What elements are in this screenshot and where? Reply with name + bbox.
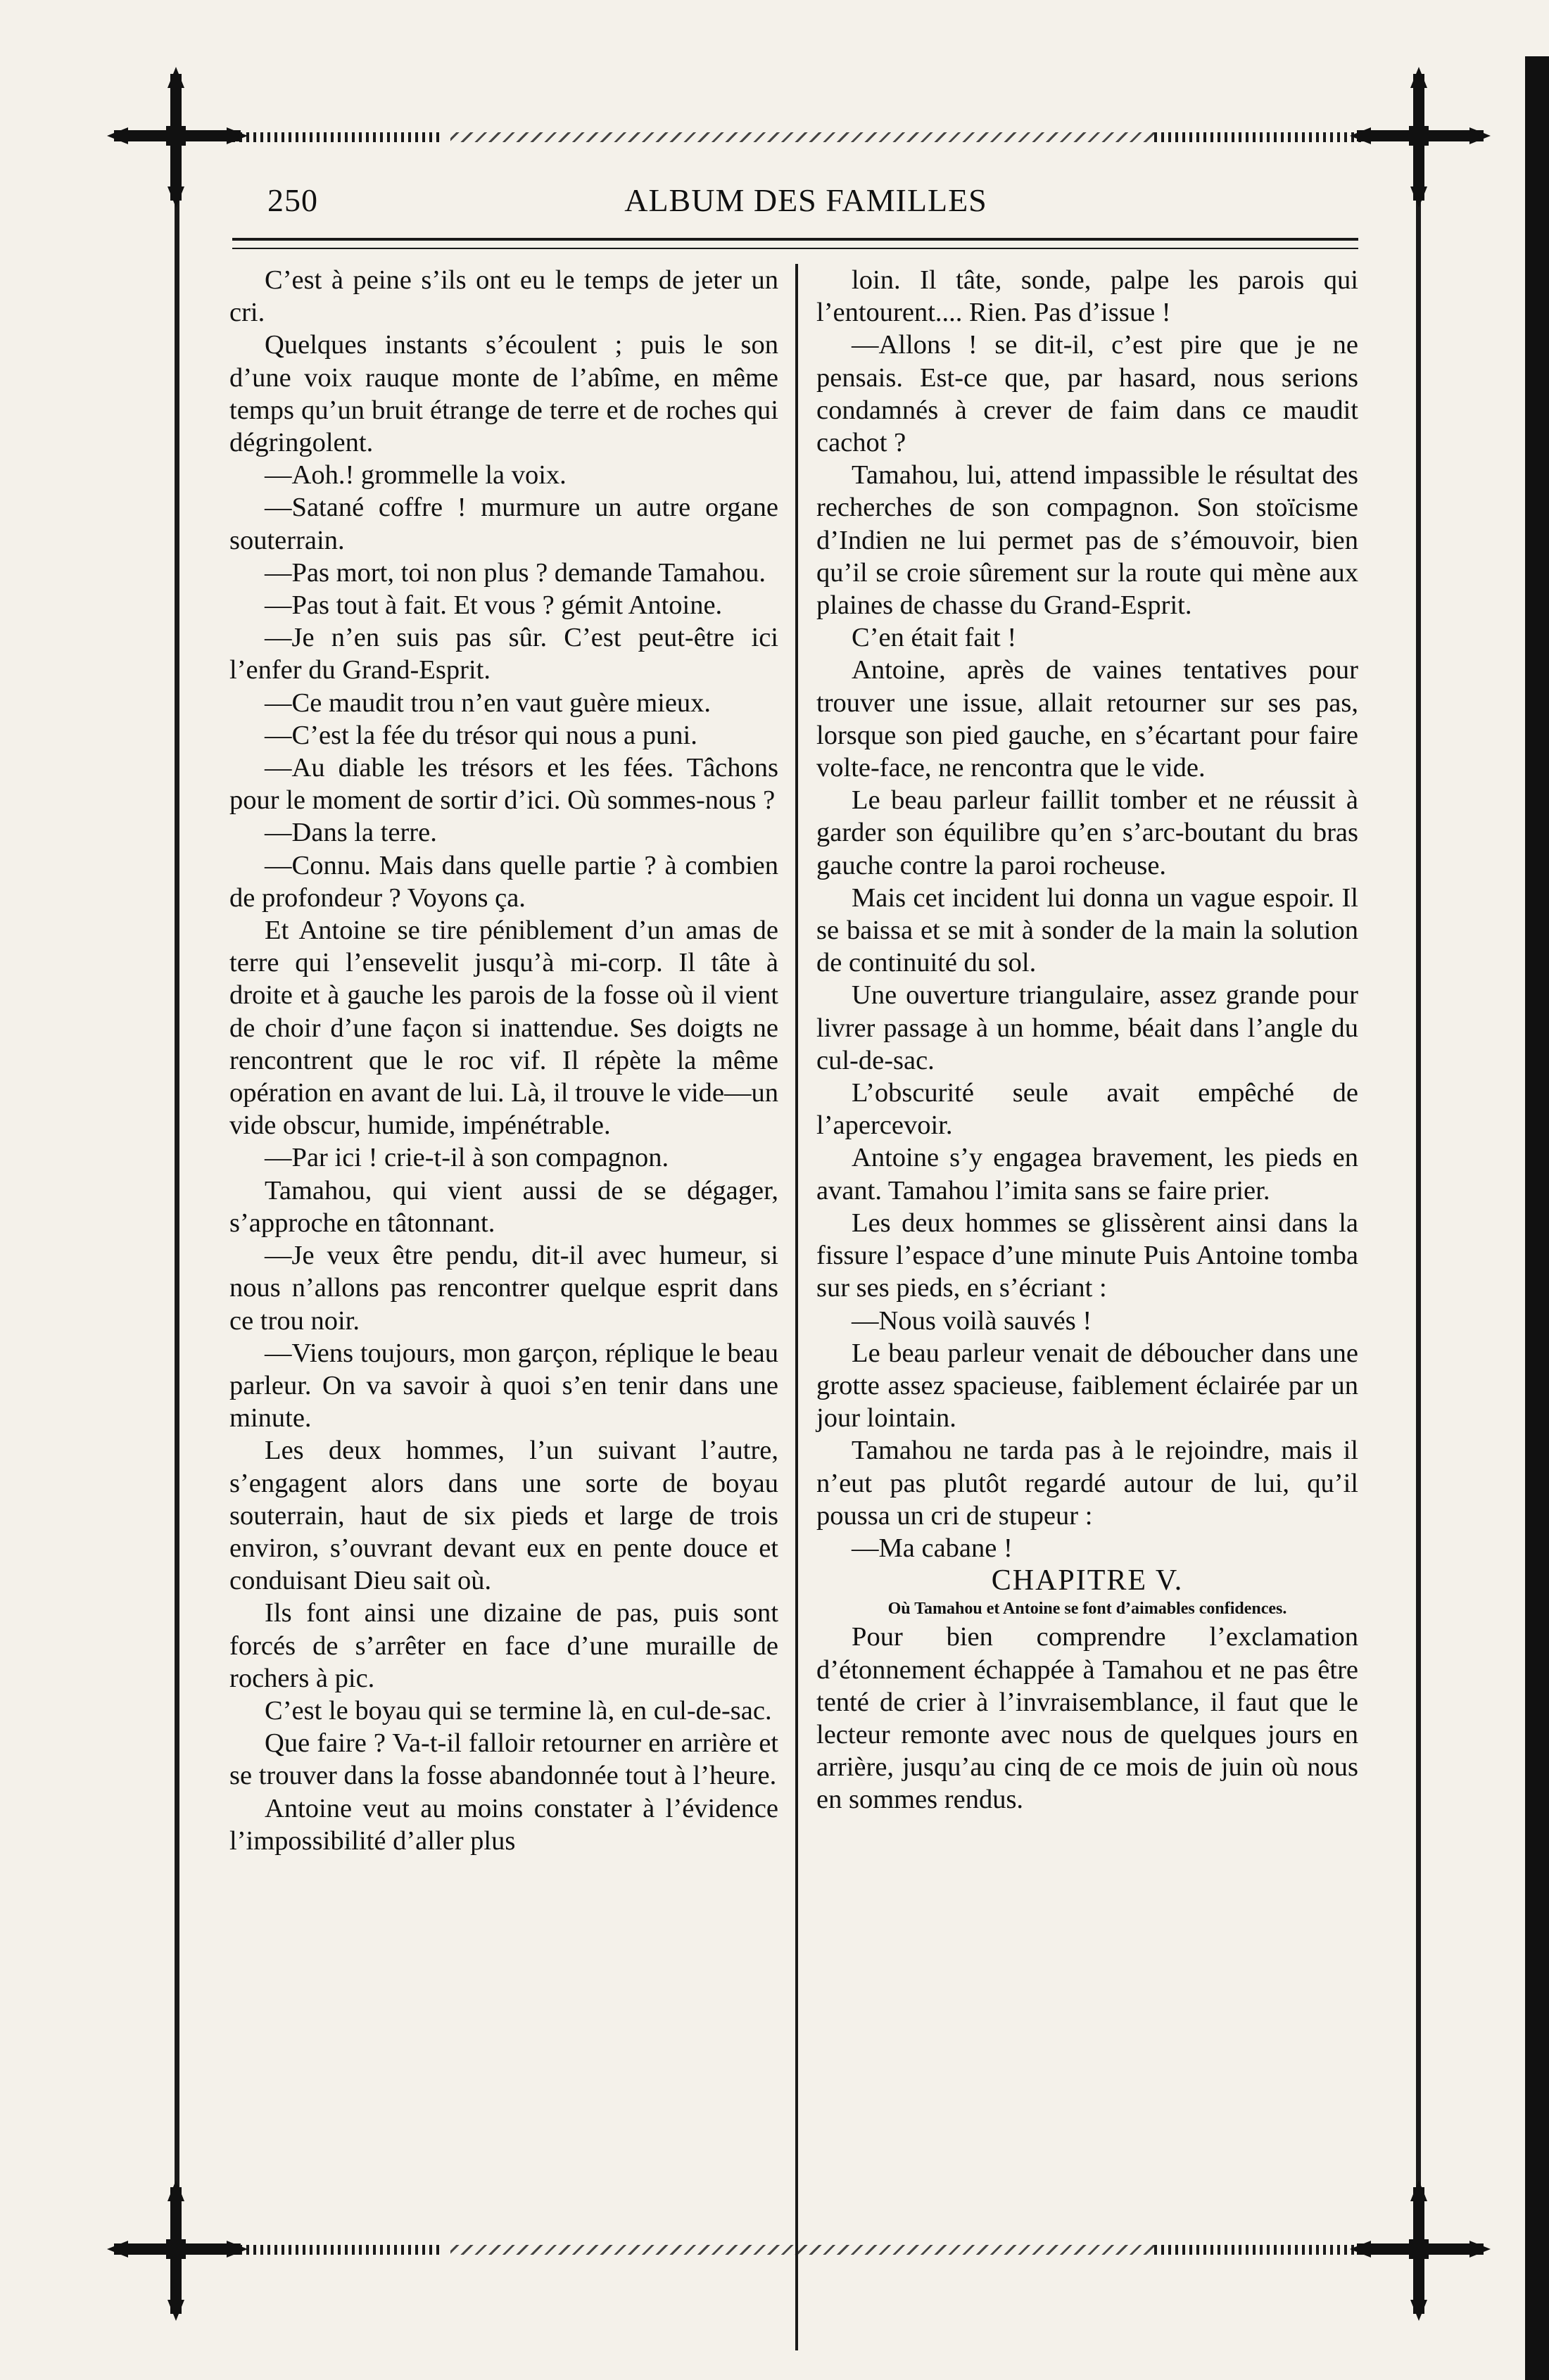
paragraph: Que faire ? Va-t-il falloir retourner en arrière et se trouver dans la fosse abandonnée tout à l’heure. [229, 1728, 778, 1791]
paragraph: —Dans la terre. [265, 818, 437, 848]
running-head [253, 182, 1358, 224]
header-rule-lower [232, 248, 1358, 249]
paragraph: —Au diable les trésors et les fées. Tâchons pour le moment de sortir d’ici. Où sommes-nous ? [229, 753, 778, 816]
bottom-border-rule-right [1154, 2245, 1365, 2255]
paragraph: —Par ici ! crie-t-il à son compagnon. [265, 1143, 669, 1173]
column-divider [795, 264, 798, 2350]
paragraph: —Pas tout à fait. Et vous ? gémit Antoine. [265, 590, 723, 621]
paragraph: Les deux hommes, l’un suivant l’autre, s’engagent alors dans une sorte de boyau souterrain, haut de six pieds et large de trois environ, s’ouvrant devant eux en pente douce et conduisant Dieu sait où. [229, 1436, 778, 1596]
paragraph: Tamahou, lui, attend impassible le résultat des recherches de son compagnon. Son stoïcisme d’Indien ne lui permet pas de s’émouvoir, bien qu’il se croie sûrement sur la route qui mène aux plaines de chasse du Grand-Esprit. [816, 460, 1358, 621]
paragraph: Antoine, après de vaines tentatives pour trouver une issue, allait retourner sur ses pas, lorsque son pied gauche, en s’écartant pour faire volte-face, ne rencontra que le vide. [816, 655, 1358, 783]
paragraph: —Je veux être pendu, dit-il avec humeur, si nous n’allons pas rencontrer quelque esprit dans ce trou noir. [229, 1241, 778, 1336]
paragraph: C’est le boyau qui se termine là, en cul-de-sac. [265, 1695, 772, 1726]
paragraph: —Je n’en suis pas sûr. C’est peut-être ici l’enfer du Grand-Esprit. [229, 623, 778, 685]
paragraph: Ils font ainsi une dizaine de pas, puis sont forcés de s’arrêter en face d’une muraille de rochers à pic. [229, 1598, 778, 1693]
paragraph: loin. Il tâte, sonde, palpe les parois qui l’entourent.... Rien. Pas d’issue ! [816, 265, 1358, 328]
top-border-rule-right [1154, 132, 1365, 142]
bottom-border-wave [450, 2245, 1154, 2255]
paragraph: —Ce maudit trou n’en vaut guère mieux. [265, 688, 712, 718]
paragraph: Une ouverture triangulaire, assez grande pour livrer passage à un homme, béait dans l’angle du cul-de-sac. [816, 980, 1358, 1075]
top-border-rule-left [232, 132, 443, 142]
top-border-wave [450, 132, 1154, 142]
paragraph: —Nous voilà sauvés ! [852, 1305, 1092, 1336]
corner-ornament-top-left [107, 67, 248, 208]
left-text-column [229, 264, 778, 1857]
paragraph: C’est à peine s’ils ont eu le temps de jeter un cri. [229, 265, 778, 328]
paragraph: —Aoh.! grommelle la voix. [265, 460, 567, 490]
bottom-border-rule-left [232, 2245, 443, 2255]
corner-ornament-top-right [1350, 67, 1491, 208]
paragraph: Antoine s’y engagea bravement, les pieds en avant. Tamahou l’imita sans se faire prier. [816, 1143, 1358, 1205]
chapter-title: CHAPITRE V. [991, 1564, 1184, 1597]
paragraph: Et Antoine se tire péniblement d’un amas de terre qui l’ensevelit jusqu’à mi-corp. Il tâte à droite et à gauche les parois de la fosse où il vient de choir d’une façon si inattendue. Ses doigts ne rencontrent que le roc vif. Il répète la même opération en avant de lui. Là, il trouve le vide—un vide obscur, humide, impénétrable. [229, 916, 778, 1141]
header-rule-upper [232, 238, 1358, 241]
paragraph: Le beau parleur faillit tomber et ne réussit à garder son équilibre qu’en s’arc-boutant du bras gauche contre la paroi rocheuse. [816, 785, 1358, 880]
paragraph: Antoine veut au moins constater à l’évidence l’impossibilité d’aller plus [229, 1793, 778, 1856]
paragraph: —Connu. Mais dans quelle partie ? à combien de profondeur ? Voyons ça. [229, 850, 778, 913]
paragraph: —Viens toujours, mon garçon, réplique le beau parleur. On va savoir à quoi s’en tenir dans une minute. [229, 1338, 778, 1433]
paragraph: —Pas mort, toi non plus ? demande Tamahou. [265, 557, 766, 588]
paragraph: —C’est la fée du trésor qui nous a puni. [265, 720, 697, 750]
chapter-subtitle: Où Tamahou et Antoine se font d’aimables confidences. [887, 1600, 1287, 1619]
paragraph: L’obscurité seule avait empêché de l’apercevoir. [816, 1078, 1358, 1141]
paragraph: Quelques instants s’écoulent ; puis le son d’une voix rauque monte de l’abîme, en même temps qu’un bruit étrange de terre et de roches qui dégringolent. [229, 330, 778, 458]
running-title: ALBUM DES FAMILLES [624, 182, 987, 218]
corner-ornament-bottom-right [1350, 2180, 1491, 2321]
paragraph: Pour bien comprendre l’exclamation d’étonnement échappée à Tamahou et ne pas être tenté de crier à l’invraisemblance, il faut que le lecteur remonte avec nous de quelques jours en arrière, jusqu’au cinq de ce mois de juin où nous en sommes rendus. [816, 1622, 1358, 1815]
paragraph: Le beau parleur venait de déboucher dans une grotte assez spacieuse, faiblement éclairée par un jour lointain. [816, 1338, 1358, 1433]
paragraph: Les deux hommes se glissèrent ainsi dans la fissure l’espace d’une minute Puis Antoine tomba sur ses pieds, en s’écriant : [816, 1208, 1358, 1303]
paragraph: —Satané coffre ! murmure un autre organe souterrain. [229, 493, 778, 555]
paragraph: C’en était fait ! [852, 623, 1017, 653]
paragraph: Tamahou ne tarda pas à le rejoindre, mais il n’eut pas plutôt regardé autour de lui, qu’il poussa un cri de stupeur : [816, 1436, 1358, 1531]
left-border-line [175, 162, 179, 2224]
paragraph: Tamahou, qui vient aussi de se dégager, s’approche en tâtonnant. [229, 1175, 778, 1238]
paragraph: Mais cet incident lui donna un vague espoir. Il se baissa et se mit à sonder de la main la solution de continuité du sol. [816, 882, 1358, 978]
right-border-line [1416, 162, 1421, 2224]
right-text-column [816, 264, 1358, 1816]
page-number: 250 [267, 182, 318, 218]
paragraph: —Allons ! se dit-il, c’est pire que je ne pensais. Est-ce que, par hasard, nous serions condamnés à crever de faim dans ce maudit cachot ? [816, 330, 1358, 458]
corner-ornament-bottom-left [107, 2180, 248, 2321]
paragraph: —Ma cabane ! [852, 1533, 1013, 1563]
page-edge-shadow [1525, 56, 1549, 2380]
